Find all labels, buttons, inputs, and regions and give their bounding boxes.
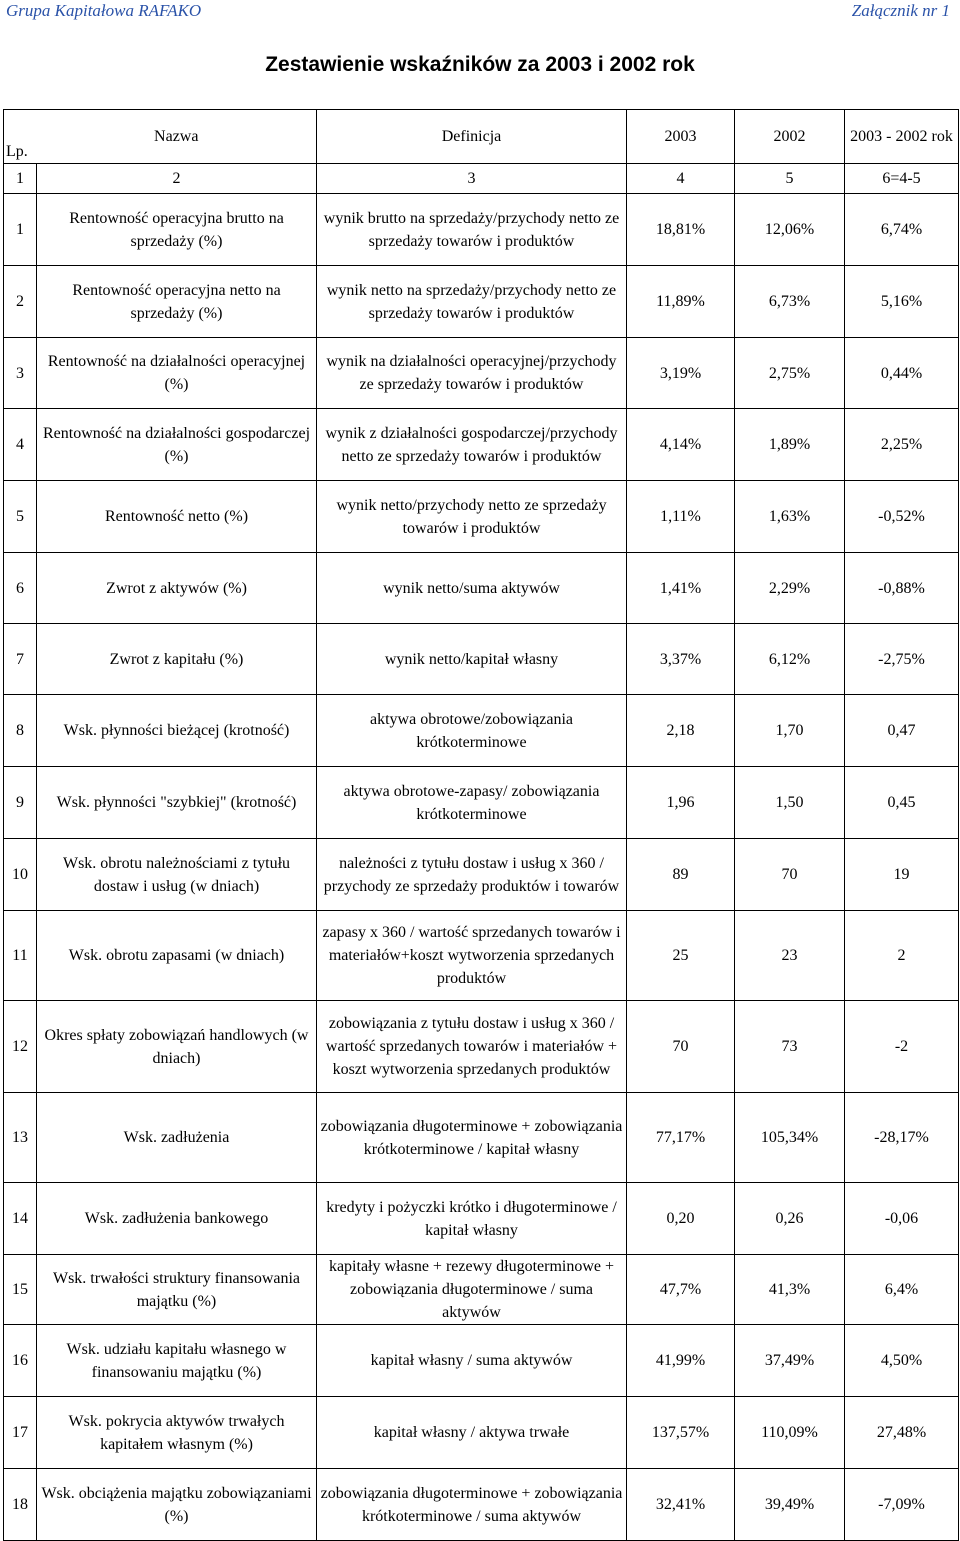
cell-diff: 19 — [845, 839, 959, 911]
col-header-lp: Lp. — [4, 110, 37, 164]
cell-diff: -28,17% — [845, 1093, 959, 1183]
col-header-name: Nazwa — [37, 110, 317, 164]
cell-lp: 13 — [4, 1093, 37, 1183]
table-row — [4, 338, 959, 409]
cell-definition: kapitały własne + rezewy długoterminowe + zobowiązania długoterminowe / suma aktywów — [317, 1255, 627, 1325]
cell-name: Rentowność operacyjna brutto na sprzedaży (%) — [37, 194, 317, 266]
cell-lp: 16 — [4, 1325, 37, 1397]
col-header-diff: 2003 - 2002 rok — [845, 110, 959, 164]
cell-lp: 15 — [4, 1255, 37, 1325]
table-row — [4, 1325, 959, 1397]
cell-name: Rentowność na działalności gospodarczej (%) — [37, 409, 317, 481]
cell-lp: 2 — [4, 266, 37, 338]
cell-name: Rentowność netto (%) — [37, 481, 317, 553]
cell-lp: 1 — [4, 194, 37, 266]
cell-name: Wsk. zadłużenia bankowego — [37, 1183, 317, 1255]
cell-definition: zapasy x 360 / wartość sprzedanych towarów i materiałów+koszt wytworzenia sprzedanych produktów — [317, 911, 627, 1001]
cell-name: Rentowność na działalności operacyjnej (%) — [37, 338, 317, 409]
cell-diff: 0,44% — [845, 338, 959, 409]
table-row — [4, 839, 959, 911]
cell-2003: 47,7% — [627, 1255, 735, 1325]
table-row — [4, 409, 959, 481]
cell-lp: 7 — [4, 624, 37, 695]
cell-definition: należności z tytułu dostaw i usług x 360 / przychody ze sprzedaży produktów i towarów — [317, 839, 627, 911]
cell-2003: 4,14% — [627, 409, 735, 481]
cell-diff: 27,48% — [845, 1397, 959, 1469]
cell-diff: 6,4% — [845, 1255, 959, 1325]
cell-2003: 3,37% — [627, 624, 735, 695]
cell-2002: 70 — [735, 839, 845, 911]
cell-2003: 41,99% — [627, 1325, 735, 1397]
cell-diff: -0,52% — [845, 481, 959, 553]
cell-definition: zobowiązania długoterminowe + zobowiązania krótkoterminowe / kapitał własny — [317, 1093, 627, 1183]
cell-definition: wynik na działalności operacyjnej/przychody ze sprzedaży towarów i produktów — [317, 338, 627, 409]
cell-definition: wynik netto/przychody netto ze sprzedaży towarów i produktów — [317, 481, 627, 553]
table-row — [4, 266, 959, 338]
cell-2003: 89 — [627, 839, 735, 911]
cell-definition: zobowiązania z tytułu dostaw i usług x 360 / wartość sprzedanych towarów i materiałów + koszt wytworzenia sprzedanych produktów — [317, 1001, 627, 1093]
cell-name: Zwrot z kapitału (%) — [37, 624, 317, 695]
cell-lp: 8 — [4, 695, 37, 767]
cell-2002: 37,49% — [735, 1325, 845, 1397]
cell-2002: 39,49% — [735, 1469, 845, 1541]
cell-2003: 0,20 — [627, 1183, 735, 1255]
cell-2002: 12,06% — [735, 194, 845, 266]
table-row — [4, 481, 959, 553]
cell-2002: 6,12% — [735, 624, 845, 695]
col-header-definition: Definicja — [317, 110, 627, 164]
cell-name: Wsk. udziału kapitału własnego w finansowaniu majątku (%) — [37, 1325, 317, 1397]
cell-definition: kapitał własny / aktywa trwałe — [317, 1397, 627, 1469]
cell-diff: -0,88% — [845, 553, 959, 624]
cell-lp: 5 — [4, 481, 37, 553]
table-row — [4, 1001, 959, 1093]
cell-name: Okres spłaty zobowiązań handlowych (w dniach) — [37, 1001, 317, 1093]
table-row — [4, 1469, 959, 1541]
cell-definition: aktywa obrotowe-zapasy/ zobowiązania krótkoterminowe — [317, 767, 627, 839]
cell-2002: 41,3% — [735, 1255, 845, 1325]
cell-diff: 0,45 — [845, 767, 959, 839]
col-header-2002: 2002 — [735, 110, 845, 164]
cell-lp: 12 — [4, 1001, 37, 1093]
cell-diff: 2 — [845, 911, 959, 1001]
cell-diff: -2 — [845, 1001, 959, 1093]
cell-2003: 1,11% — [627, 481, 735, 553]
cell-name: Wsk. zadłużenia — [37, 1093, 317, 1183]
table-row — [4, 1183, 959, 1255]
cell-2003: 2,18 — [627, 695, 735, 767]
col-number-1: 1 — [4, 164, 37, 194]
cell-2003: 77,17% — [627, 1093, 735, 1183]
cell-2003: 1,41% — [627, 553, 735, 624]
cell-2002: 110,09% — [735, 1397, 845, 1469]
col-number-4: 4 — [627, 164, 735, 194]
cell-diff: 5,16% — [845, 266, 959, 338]
group-name: Grupa Kapitałowa RAFAKO — [6, 1, 202, 20]
col-number-5: 5 — [735, 164, 845, 194]
cell-definition: wynik z działalności gospodarczej/przychody netto ze sprzedaży towarów i produktów — [317, 409, 627, 481]
cell-diff: 4,50% — [845, 1325, 959, 1397]
table-row — [4, 624, 959, 695]
cell-name: Rentowność operacyjna netto na sprzedaży (%) — [37, 266, 317, 338]
col-number-6: 6=4-5 — [845, 164, 959, 194]
cell-2003: 32,41% — [627, 1469, 735, 1541]
cell-name: Wsk. obciążenia majątku zobowiązaniami (%) — [37, 1469, 317, 1541]
table-row — [4, 1093, 959, 1183]
cell-diff: 0,47 — [845, 695, 959, 767]
cell-name: Wsk. płynności bieżącej (krotność) — [37, 695, 317, 767]
cell-lp: 4 — [4, 409, 37, 481]
table-row — [4, 1255, 959, 1325]
cell-diff: 2,25% — [845, 409, 959, 481]
cell-2003: 1,96 — [627, 767, 735, 839]
cell-lp: 3 — [4, 338, 37, 409]
cell-2002: 73 — [735, 1001, 845, 1093]
cell-2003: 25 — [627, 911, 735, 1001]
table-row — [4, 1397, 959, 1469]
table-row — [4, 911, 959, 1001]
cell-diff: -0,06 — [845, 1183, 959, 1255]
table-row — [4, 194, 959, 266]
cell-definition: kapitał własny / suma aktywów — [317, 1325, 627, 1397]
table-row — [4, 695, 959, 767]
cell-lp: 9 — [4, 767, 37, 839]
cell-2002: 6,73% — [735, 266, 845, 338]
cell-2002: 1,50 — [735, 767, 845, 839]
cell-definition: wynik netto na sprzedaży/przychody netto ze sprzedaży towarów i produktów — [317, 266, 627, 338]
col-number-2: 2 — [37, 164, 317, 194]
indicators-table — [3, 109, 959, 1541]
cell-2003: 137,57% — [627, 1397, 735, 1469]
cell-2003: 70 — [627, 1001, 735, 1093]
cell-2003: 3,19% — [627, 338, 735, 409]
cell-lp: 18 — [4, 1469, 37, 1541]
cell-2002: 105,34% — [735, 1093, 845, 1183]
page-title: Zestawienie wskaźników za 2003 i 2002 rok — [265, 53, 695, 76]
cell-lp: 11 — [4, 911, 37, 1001]
cell-2002: 2,75% — [735, 338, 845, 409]
cell-2002: 0,26 — [735, 1183, 845, 1255]
cell-name: Wsk. płynności "szybkiej" (krotność) — [37, 767, 317, 839]
cell-definition: zobowiązania długoterminowe + zobowiązania krótkoterminowe / suma aktywów — [317, 1469, 627, 1541]
cell-2002: 1,70 — [735, 695, 845, 767]
cell-diff: -7,09% — [845, 1469, 959, 1541]
cell-2002: 1,89% — [735, 409, 845, 481]
cell-definition: wynik netto/suma aktywów — [317, 553, 627, 624]
cell-definition: wynik brutto na sprzedaży/przychody netto ze sprzedaży towarów i produktów — [317, 194, 627, 266]
cell-lp: 6 — [4, 553, 37, 624]
attachment-label: Załącznik nr 1 — [851, 1, 950, 20]
table-row — [4, 767, 959, 839]
table-row — [4, 553, 959, 624]
cell-lp: 14 — [4, 1183, 37, 1255]
cell-diff: 6,74% — [845, 194, 959, 266]
col-header-2003: 2003 — [627, 110, 735, 164]
cell-name: Wsk. pokrycia aktywów trwałych kapitałem własnym (%) — [37, 1397, 317, 1469]
cell-diff: -2,75% — [845, 624, 959, 695]
cell-name: Wsk. obrotu należnościami z tytułu dostaw i usług (w dniach) — [37, 839, 317, 911]
cell-2002: 1,63% — [735, 481, 845, 553]
cell-name: Wsk. obrotu zapasami (w dniach) — [37, 911, 317, 1001]
cell-name: Wsk. trwałości struktury finansowania majątku (%) — [37, 1255, 317, 1325]
col-number-3: 3 — [317, 164, 627, 194]
cell-lp: 17 — [4, 1397, 37, 1469]
cell-2002: 23 — [735, 911, 845, 1001]
cell-definition: aktywa obrotowe/zobowiązania krótkoterminowe — [317, 695, 627, 767]
cell-2002: 2,29% — [735, 553, 845, 624]
cell-definition: wynik netto/kapitał własny — [317, 624, 627, 695]
cell-name: Zwrot z aktywów (%) — [37, 553, 317, 624]
cell-2003: 11,89% — [627, 266, 735, 338]
cell-2003: 18,81% — [627, 194, 735, 266]
cell-definition: kredyty i pożyczki krótko i długoterminowe / kapitał własny — [317, 1183, 627, 1255]
cell-lp: 10 — [4, 839, 37, 911]
